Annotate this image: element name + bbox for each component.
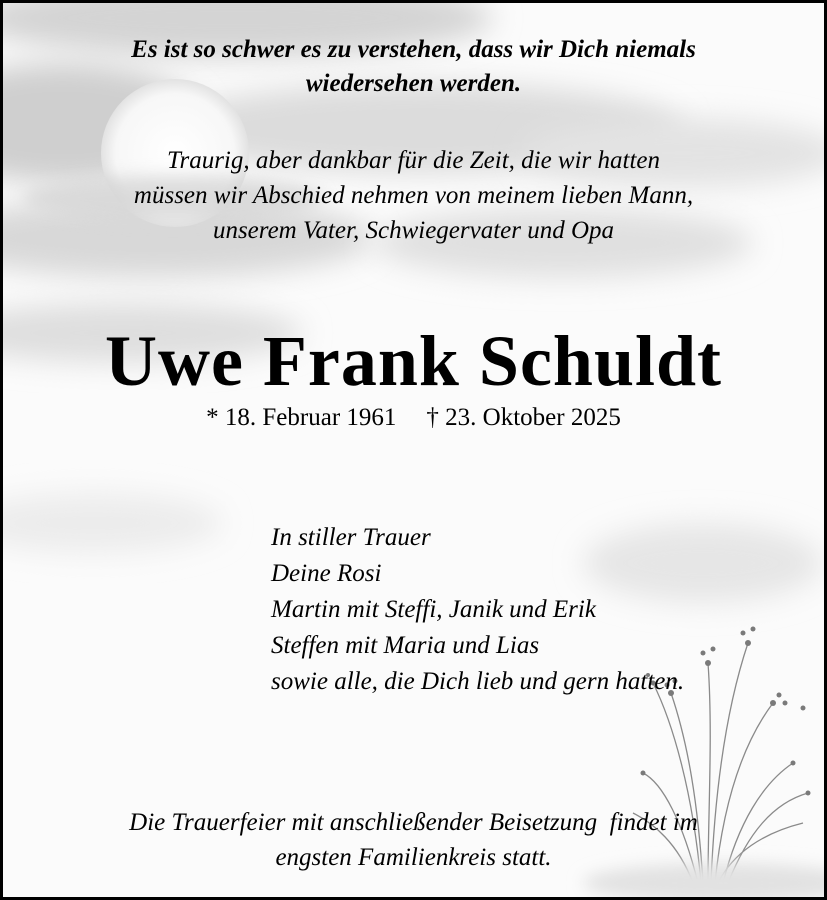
mourner-line: Steffen mit Maria und Lias	[271, 632, 540, 659]
birth-date: * 18. Februar 1961	[206, 404, 397, 431]
mourner-line: Deine Rosi	[271, 560, 382, 587]
intro-line: unserem Vater, Schwiegervater und Opa	[212, 217, 615, 244]
intro-line: Traurig, aber dankbar für die Zeit, die wir hatten	[166, 147, 661, 174]
mourners-list	[271, 520, 684, 700]
mourners-heading: In stiller Trauer	[271, 524, 431, 551]
funeral-line: engsten Familienkreis statt.	[275, 844, 552, 871]
quote-line: wiedersehen werden.	[305, 70, 522, 97]
background-illustration	[3, 3, 824, 897]
funeral-line: Die Trauerfeier mit anschließender Beisetzung findet im	[129, 809, 698, 836]
funeral-info	[3, 805, 824, 875]
opening-quote	[3, 33, 824, 101]
intro-line: müssen wir Abschied nehmen von meinem lieben Mann,	[133, 182, 694, 209]
deceased-name: Uwe Frank Schuldt	[104, 321, 723, 401]
mourner-line: Martin mit Steffi, Janik und Erik	[271, 596, 596, 623]
life-dates	[3, 401, 824, 435]
mourner-line: sowie alle, die Dich lieb und gern hatten.	[271, 668, 685, 695]
intro-text	[3, 143, 824, 248]
death-date: † 23. Oktober 2025	[426, 404, 621, 431]
quote-line: Es ist so schwer es zu verstehen, dass wir Dich niemals	[131, 36, 696, 63]
